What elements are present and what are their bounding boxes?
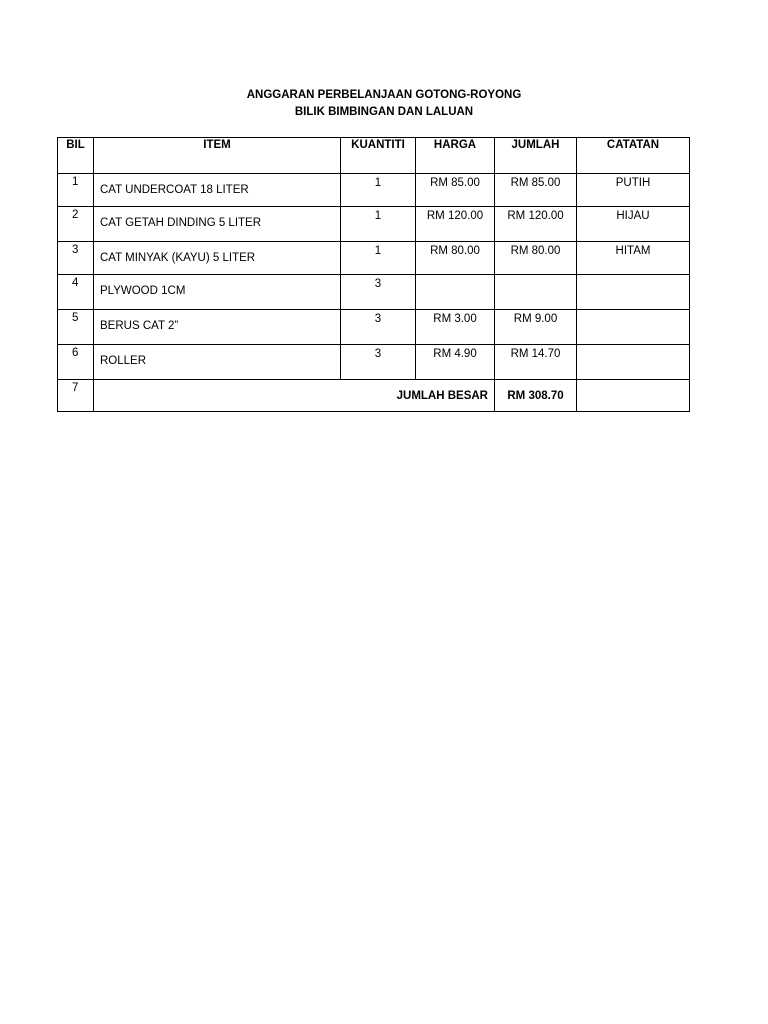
amount-value: RM 14.70: [510, 348, 561, 360]
grand-total-value: RM 308.70: [507, 390, 564, 402]
grand-total-label: JUMLAH BESAR: [396, 390, 488, 402]
cell-bil: [58, 174, 94, 207]
cell-jumlah: [495, 345, 577, 380]
cell-harga: [416, 310, 495, 345]
quantity-value: 1: [374, 177, 382, 189]
bil-number: 6: [72, 347, 79, 359]
cell-kuantiti: [341, 275, 416, 310]
table-row: [58, 275, 690, 310]
cell-jumlah: [495, 242, 577, 275]
bil-number: 5: [72, 312, 79, 324]
table-row: [58, 242, 690, 275]
table-row: [58, 310, 690, 345]
cell-item: [94, 310, 341, 345]
table-row: [58, 345, 690, 380]
cell-jumlah: [495, 310, 577, 345]
cell-item: [94, 275, 341, 310]
item-name: ROLLER: [100, 355, 147, 367]
cell-catatan: [577, 275, 690, 310]
item-name: PLYWOOD 1CM: [100, 285, 186, 297]
cell-catatan: [577, 380, 690, 412]
note-value: HITAM: [615, 245, 651, 257]
cell-harga: [416, 174, 495, 207]
table-header-row: [58, 138, 690, 174]
cell-bil: [58, 380, 94, 412]
item-name: BERUS CAT 2”: [100, 320, 179, 332]
price-value: RM 80.00: [430, 245, 480, 257]
price-value: RM 4.90: [433, 348, 477, 360]
cell-harga: [416, 207, 495, 242]
cell-jumlah: [495, 207, 577, 242]
item-name: CAT MINYAK (KAYU) 5 LITER: [100, 252, 256, 264]
cell-item: [94, 207, 341, 242]
quantity-value: 3: [374, 313, 382, 325]
table-row: [58, 207, 690, 242]
note-value: PUTIH: [615, 177, 651, 189]
header-harga: HARGA: [416, 138, 495, 174]
cell-bil: [58, 242, 94, 275]
cell-catatan: [577, 242, 690, 275]
price-value: RM 120.00: [426, 210, 484, 222]
quantity-value: 3: [374, 278, 382, 290]
cell-item: [94, 345, 341, 380]
amount-value: RM 80.00: [510, 245, 561, 257]
cell-jumlah: [495, 275, 577, 310]
header-catatan: CATATAN: [577, 138, 690, 174]
cell-bil: [58, 345, 94, 380]
item-name: CAT UNDERCOAT 18 LITER: [100, 184, 249, 196]
cell-harga: [416, 275, 495, 310]
bil-number: 2: [72, 209, 79, 221]
bil-number: 4: [72, 277, 79, 289]
price-value: RM 85.00: [430, 177, 480, 189]
cell-item: [94, 174, 341, 207]
document-title: ANGGARAN PERBELANJAAN GOTONG-ROYONG: [246, 89, 522, 101]
cell-kuantiti: [341, 242, 416, 275]
cell-kuantiti: [341, 345, 416, 380]
cell-catatan: [577, 207, 690, 242]
quantity-value: 1: [374, 245, 382, 257]
price-value: RM 3.00: [433, 313, 477, 325]
amount-value: RM 120.00: [507, 210, 564, 222]
bil-number: 3: [72, 244, 79, 256]
budget-table: [57, 137, 690, 412]
cell-harga: [416, 242, 495, 275]
document-subtitle: BILIK BIMBINGAN DAN LALUAN: [294, 106, 474, 118]
bil-number: 7: [72, 382, 79, 394]
header-item: ITEM: [94, 138, 341, 174]
cell-total-label: [94, 380, 495, 412]
bil-number: 1: [72, 176, 79, 188]
amount-value: RM 85.00: [510, 177, 561, 189]
note-value: HIJAU: [616, 210, 650, 222]
quantity-value: 1: [374, 210, 382, 222]
cell-catatan: [577, 310, 690, 345]
cell-kuantiti: [341, 207, 416, 242]
header-jumlah: JUMLAH: [495, 138, 577, 174]
total-row: [58, 380, 690, 412]
cell-bil: [58, 207, 94, 242]
cell-item: [94, 242, 341, 275]
cell-harga: [416, 345, 495, 380]
table-row: [58, 174, 690, 207]
header-bil: BIL: [58, 138, 94, 174]
cell-kuantiti: [341, 174, 416, 207]
cell-catatan: [577, 345, 690, 380]
quantity-value: 3: [374, 348, 382, 360]
cell-jumlah: [495, 174, 577, 207]
cell-bil: [58, 275, 94, 310]
cell-catatan: [577, 174, 690, 207]
item-name: CAT GETAH DINDING 5 LITER: [100, 217, 262, 229]
amount-value: RM 9.00: [513, 313, 558, 325]
cell-kuantiti: [341, 310, 416, 345]
cell-bil: [58, 310, 94, 345]
cell-total-value: [495, 380, 577, 412]
header-kuantiti: KUANTITI: [341, 138, 416, 174]
